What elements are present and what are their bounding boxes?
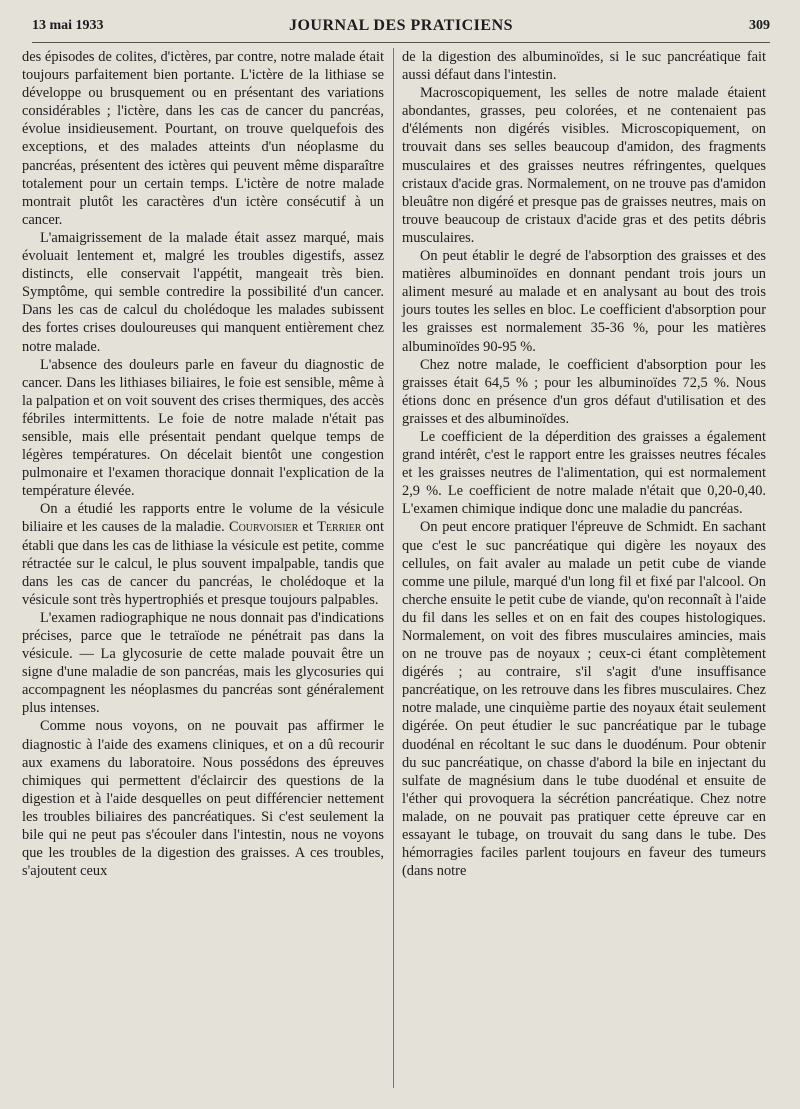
paragraph: L'absence des douleurs parle en faveur du diagnostic de cancer. Dans les lithiases biliaires, le foie est sensible, même à la palpation et on voit souvent des crises thermiques, des accès fébriles intermittents. Le foie de notre malade n'était pas sensible, mais elle présentait pendant quelque temps de légères températures. On décelait bientôt une congestion pulmonaire et l'examen thoracique donnait l'explication de la température élevée. <box>22 356 384 500</box>
left-column <box>22 48 384 880</box>
paragraph: On peut encore pratiquer l'épreuve de Schmidt. En sachant que c'est le suc pancréatique qui digère les noyaux des cellules, on fait avaler au malade un petit cube de viande comme une pilule, marqué d'un long fil et fixé par l'alcool. On cherche ensuite le petit cube de viande, qu'on reconnaît à l'aide du fil dans les selles et on en fait des coupes histologiques. Normalement, on voit des fibres musculaires amincies, mais on ne trouve pas de noyaux ; ceux-ci étant complètement digérés ; au contraire, s'il s'agit d'une insuffisance pancréatique, on les retrouve dans les fibres musculaires. Chez notre malade, une cinquième partie des noyaux était seulement digérée. On peut étudier le suc pancréatique par le tubage duodénal en récoltant le suc dans le duodénum. Pour obtenir du suc pancréatique, on chasse d'abord la bile en injectant du sulfate de magnésium dans le tube duodénal et ensuite de l'éther qui provoquera la sécrétion pancréatique. Chez notre malade, on ne pouvait pas pratiquer cette épreuve car en essayant le tubage, on trouvait du sang dans le tube. Des hémorragies faciles parlent toujours en faveur des tumeurs (dans notre <box>402 519 766 880</box>
paragraph: L'amaigrissement de la malade était assez marqué, mais évoluait lentement et, malgré les troubles digestifs, assez distincts, elle conservait l'appétit, mangeait très bien. Symptôme, qui semble contredire la possibilité d'un cancer. Dans les cas de calcul du cholédoque les malades subissent des fortes crises douloureuses qui manquent entièrement chez notre malade. <box>22 229 384 355</box>
text-run: On a étudié les rapports entre le volume de la vésicule biliaire et les causes de la maladie. <box>22 501 384 536</box>
paragraph: Macroscopiquement, les selles de notre malade étaient abondantes, grasses, peu colorées, et ne contenaient pas d'éléments non digérés visibles. Microscopiquement, on trouvait dans ses selles beaucoup d'amidon, des fragments musculaires et des graisses neutres réfringentes, quelques cristaux d'acide gras. Normalement, on ne trouve pas d'amidon bleuâtre non digéré et presque pas de graisses neutres, mais on trouve beaucoup de cristaux d'acide gras et des petits débris musculaires. <box>402 85 766 246</box>
page-header <box>32 16 770 43</box>
right-column <box>402 48 766 880</box>
journal-title: JOURNAL DES PRATICIENS <box>288 17 514 34</box>
author-name: Terrier <box>317 519 362 536</box>
author-name: Courvoisier <box>228 519 299 536</box>
issue-date: 13 mai 1933 <box>32 18 104 33</box>
paragraph: Chez notre malade, le coefficient d'absorption pour les graisses était 64,5 % ; pour les albuminoïdes 72,5 %. Nous étions donc en présence d'un gros défaut d'utilisation et des graisses et des albuminoïdes. <box>402 356 766 427</box>
text-run: ont établi que dans les cas de lithiase la vésicule est petite, comme rétractée sur le calcul, le plus souvent impalpable, tandis que dans les cas de cancer du pancréas, le cholédoque et la vésicule sont très hypertrophiés et presque toujours palpables. <box>22 519 384 608</box>
page-number: 309 <box>749 18 770 33</box>
paragraph: de la digestion des albuminoïdes, si le suc pancréatique fait aussi défaut dans l'intestin. <box>402 49 766 84</box>
paragraph: On peut établir le degré de l'absorption des graisses et des matières albuminoïdes en donnant pendant trois jours un aliment mesuré au malade et en analysant au bout des trois jours toutes les selles en bloc. Le coefficient d'absorption pour les graisses est normalement 35-36 %, pour les matières albuminoïdes 90-95 %. <box>402 248 766 355</box>
paragraph: Comme nous voyons, on ne pouvait pas affirmer le diagnostic à l'aide des examens cliniques, et on a dû recourir aux examens du laboratoire. Nous possédons des épreuves chimiques qui permettent d'éclaircir des questions de la digestion et à l'aide desquelles on peut différencier nettement les troubles biliaires des pancréatiques. Si c'est seulement la bile qui ne peut pas s'écouler dans l'intestin, nous ne voyons que les troubles de la digestion des graisses. A ces troubles, s'ajoutent ceux <box>22 718 384 880</box>
paragraph: des épisodes de colites, d'ictères, par contre, notre malade était toujours parfaitement bien portante. L'ictère de la lithiase se développe ou brusquement ou en présentant des variations considérables ; l'ictère, dans les cas de cancer du pancréas, évolue insidieusement. Pourtant, on trouve quelquefois des exceptions, et des malades atteints d'un néoplasme du pancréas, présentent des ictères qui peuvent même disparaître totalement pour un certain temps. L'ictère de notre malade montrait plutôt les caractères d'un ictère consécutif à un cancer. <box>22 49 384 228</box>
column-divider <box>393 48 394 1088</box>
paragraph: L'examen radiographique ne nous donnait pas d'indications précises, parce que le tetraïode ne pénétrait pas dans la vésicule. — La glycosurie de cette malade pouvait être un signe d'une maladie de son pancréas, mais les glycosuries qui accompagnent les néoplasmes du pancréas sont généralement plus intenses. <box>22 609 384 717</box>
paragraph <box>22 500 384 609</box>
text-run: et <box>302 519 313 536</box>
paragraph: Le coefficient de la déperdition des graisses a également grand intérêt, c'est le rapport entre les graisses neutres fécales et les graisses neutres de l'alimentation, qui est normalement 2,9 %. Le coefficient de notre malade n'était que 0,20-0,40. L'examen chimique indique donc une maladie du pancréas. <box>402 428 766 518</box>
